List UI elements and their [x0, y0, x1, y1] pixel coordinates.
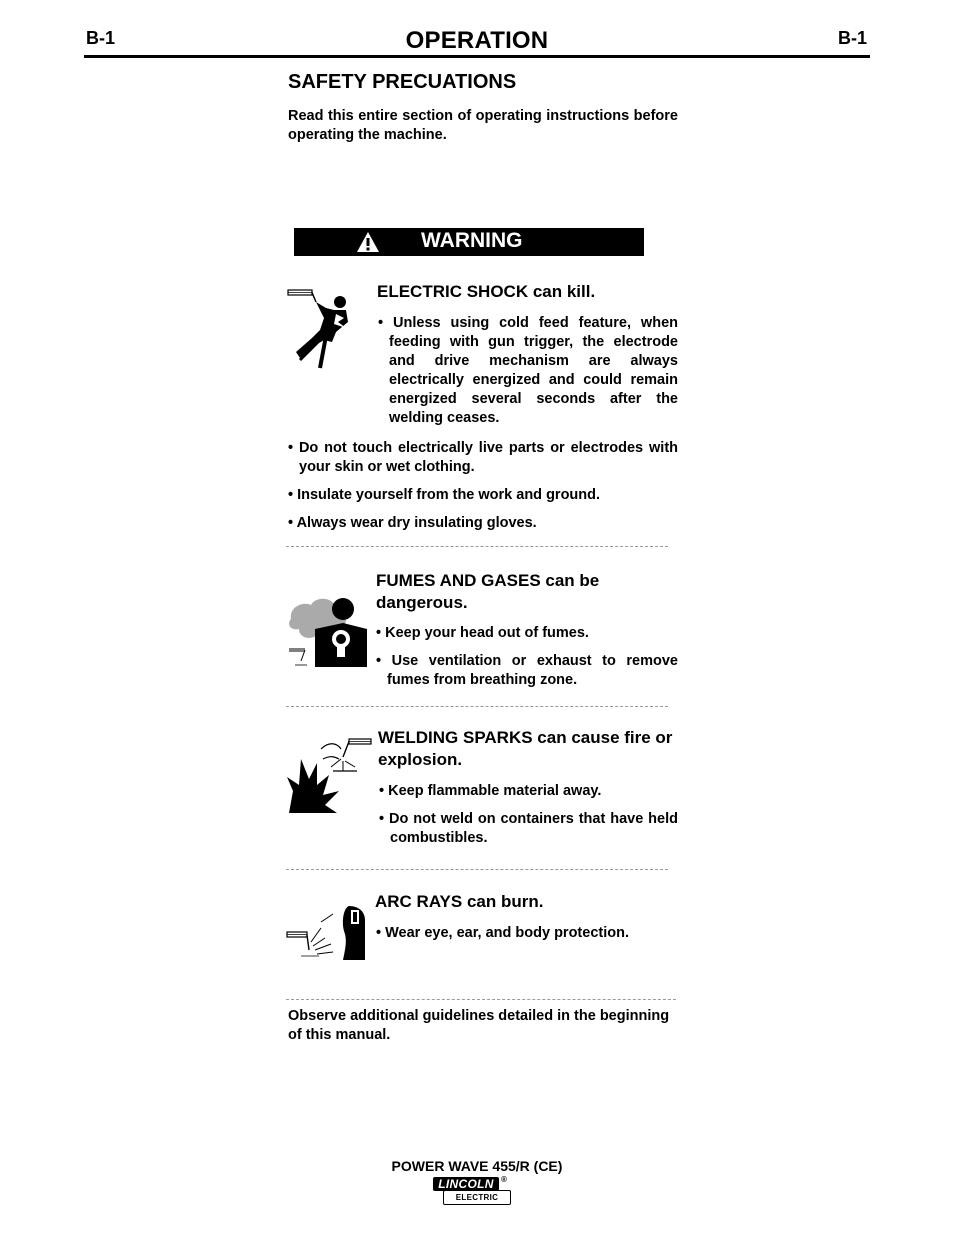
- footer-model-name: POWER WAVE 455/R (CE): [391, 1158, 563, 1174]
- arc-bullet-protection: • Wear eye, ear, and body protection.: [376, 925, 629, 941]
- sparks-bullet-containers: • Do not weld on containers that have held combustibles.: [379, 811, 678, 846]
- header-rule: [84, 55, 870, 58]
- page-number-left: B-1: [86, 28, 116, 48]
- logo-lincoln: LINCOLN: [433, 1177, 499, 1191]
- welding-sparks-icon: [285, 735, 377, 817]
- page-title: OPERATION: [405, 27, 549, 54]
- section-title: SAFETY PRECUATIONS: [288, 71, 517, 93]
- shock-bullet-energized: • Unless using cold feed feature, when feeding with gun trigger, the electrode and drive mechanism are always electrically energized and could remain energized several seconds after the welding ceases.: [378, 315, 678, 426]
- section-divider: [286, 999, 676, 1000]
- warning-banner: [294, 228, 644, 256]
- fumes-title: FUMES AND GASES can be dangerous.: [376, 571, 600, 612]
- sparks-bullet-flammable: • Keep flammable material away.: [379, 783, 602, 799]
- sparks-title: WELDING SPARKS can cause fire or explosion.: [378, 728, 673, 769]
- shock-bullet-gloves: • Always wear dry insulating gloves.: [288, 515, 537, 531]
- arc-rays-icon: [285, 904, 377, 960]
- arc-title: ARC RAYS can burn.: [375, 892, 544, 911]
- shock-bullet-live-parts: • Do not touch electrically live parts or electrodes with your skin or wet clothing.: [288, 440, 678, 475]
- fumes-bullet-ventilation: • Use ventilation or exhaust to remove fumes from breathing zone.: [376, 653, 678, 688]
- fumes-gases-icon: [285, 595, 371, 669]
- shock-title: ELECTRIC SHOCK can kill.: [377, 282, 596, 301]
- fumes-bullet-head: • Keep your head out of fumes.: [376, 625, 589, 641]
- warning-triangle-icon: [356, 231, 380, 253]
- logo-electric: ELECTRIC: [443, 1190, 511, 1205]
- lincoln-electric-logo: [433, 1177, 515, 1205]
- section-divider: [286, 706, 668, 707]
- section-divider: [286, 546, 668, 547]
- section-divider: [286, 869, 668, 870]
- warning-label: WARNING: [421, 229, 523, 252]
- section-intro: Read this entire section of operating instructions before operating the machine.: [288, 108, 678, 143]
- logo-registered-mark: ®: [501, 1175, 507, 1184]
- electric-shock-icon: [286, 288, 358, 376]
- closing-note: Observe additional guidelines detailed in the beginning of this manual.: [288, 1008, 670, 1043]
- shock-bullet-insulate: • Insulate yourself from the work and ground.: [288, 487, 601, 503]
- page-number-right: B-1: [838, 28, 868, 48]
